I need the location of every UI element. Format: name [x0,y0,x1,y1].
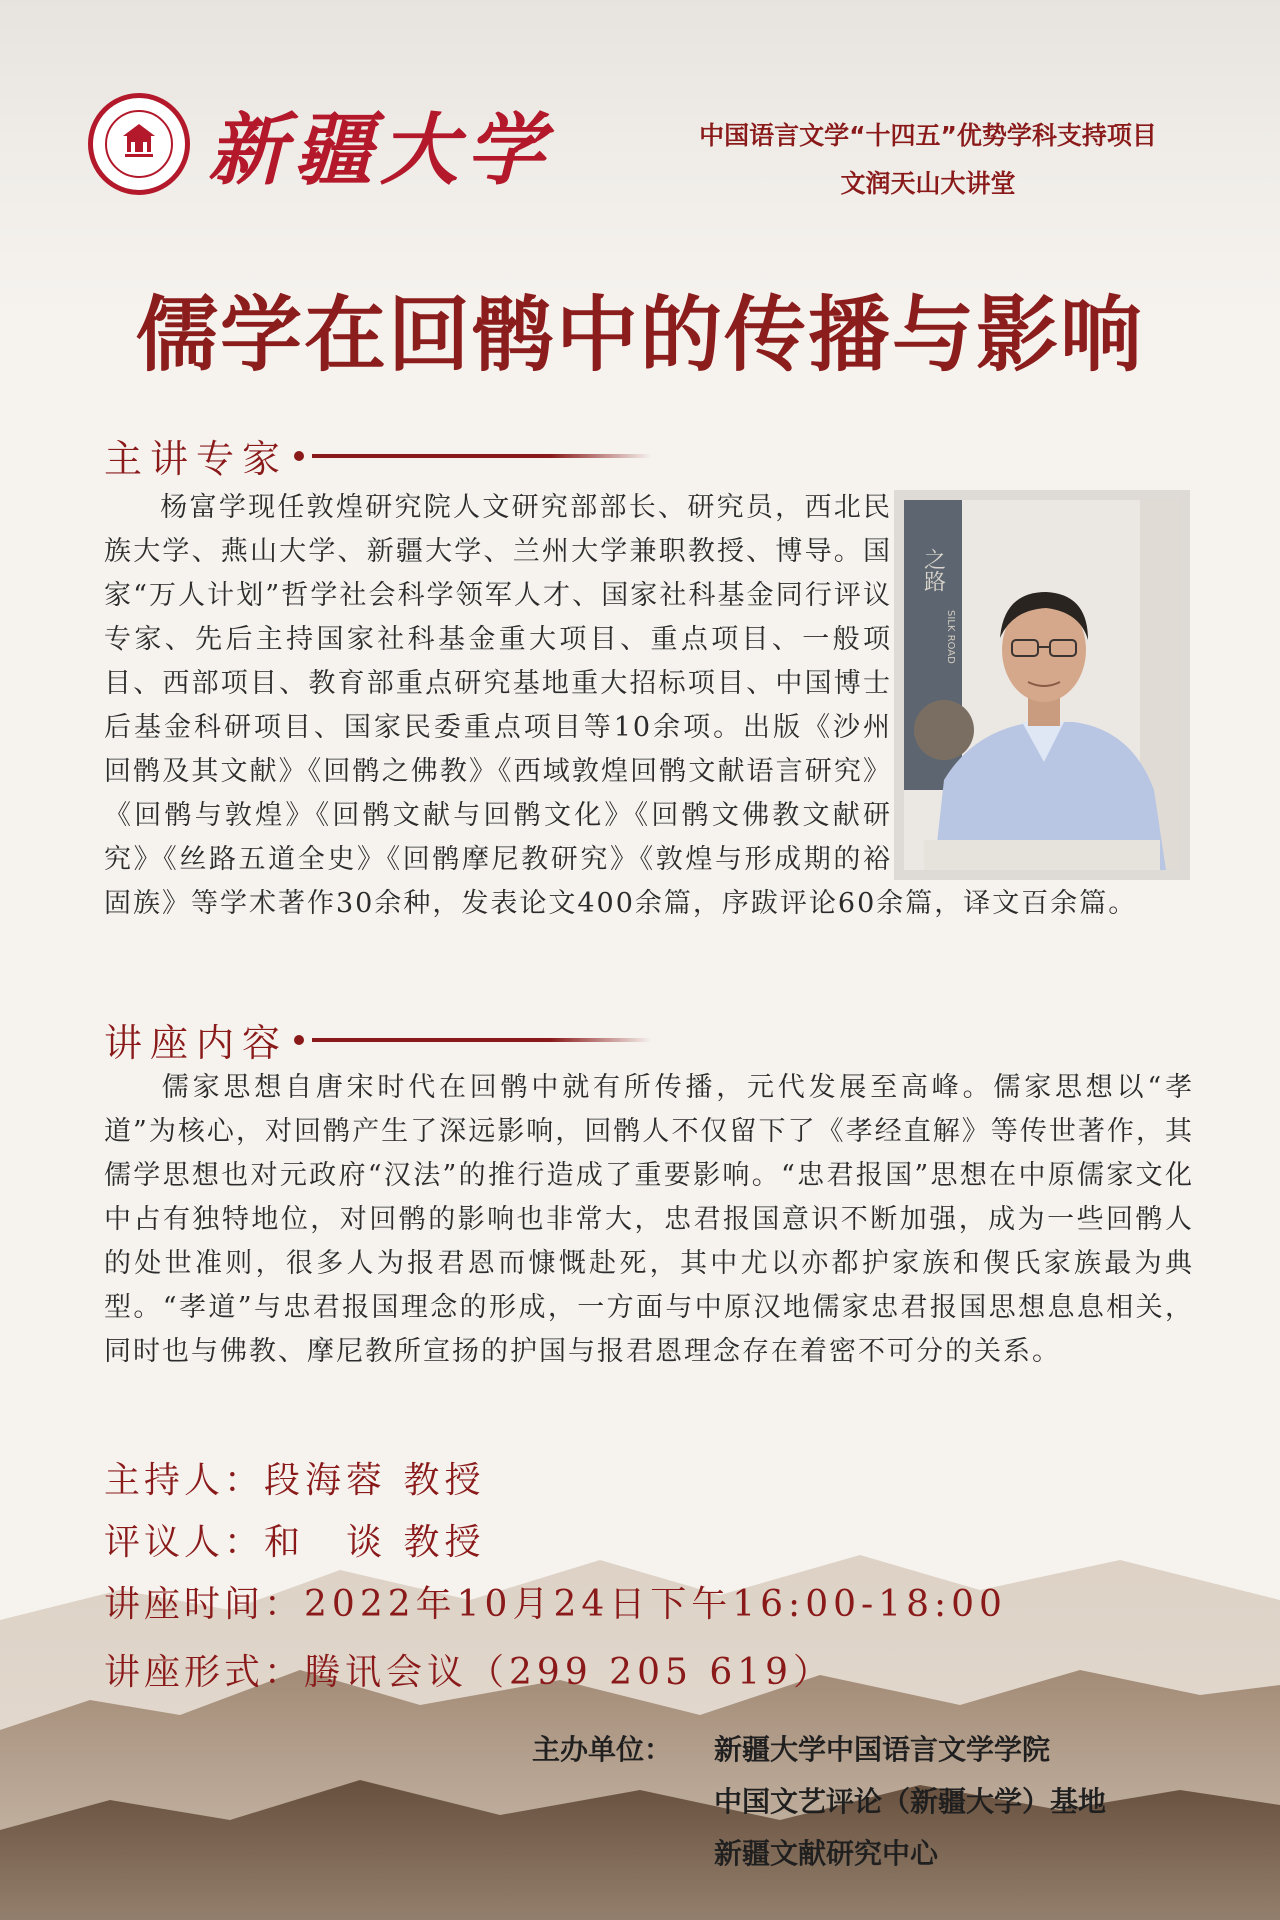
university-seal-icon [88,93,190,195]
speaker-photo [894,490,1190,880]
backdrop-en-text: SILK ROAD [945,610,956,664]
lecture-heading-label: 讲座内容 [104,1021,289,1065]
university-logo [88,88,552,200]
speaker-heading-label: 主讲专家 [104,437,289,481]
speaker-section-heading [104,428,652,483]
heading-rule [312,1038,652,1042]
heading-rule [312,454,652,458]
commentator-value: 和 谈 教授 [264,1522,486,1563]
lecture-title: 儒学在回鹘中的传播与影响 [135,288,1144,383]
speaker-bio: 杨富学现任敦煌研究院人文研究部部长、研究员，西北民族大学、燕山大学、新疆大学、兰州大学兼职教授、博导。国家“万人计划”哲学社会科学领军人才、国家社科基金同行评议专家、先后主持国家社科基金重大项目、重点项目、一般项目、西部项目、教育部重点研究基地重大招标项目、中国博士后基金科研项目、国家民委重点项目等10余项。出版《沙州回鹘及其文献》《回鹘之佛教》《西域敦煌回鹘文献语言研究》《回鹘与敦煌》《回鹘文献与回鹘文化》《回鹘文佛教文献研究》《丝路五道全史》《回鹘摩尼教研究》《敦煌与形成期的裕固族》等学术著作30余种，发表论文400余篇，序跋评论60余篇，译文百余篇。 [104,492,1138,919]
lecture-content: 儒家思想自唐宋时代在回鹘中就有所传播，元代发展至高峰。儒家思想以“孝道”为核心，对回鹘产生了深远影响，回鹘人不仅留下了《孝经直解》等传世著作，其儒学思想也对元政府“汉法”的推行造成了重要影响。“忠君报国”思想在中原儒家文化中占有独特地位，对回鹘的影响也非常大，忠君报国意识不断加强，成为一些回鹘人的处世准则，很多人为报君恩而慷慨赴死，其中尤以亦都护家族和偰氏家族最为典型。“孝道”与忠君报国理念的形成，一方面与中原汉地儒家忠君报国思想息息相关，同时也与佛教、摩尼教所宣扬的护国与报君恩理念存在着密不可分的关系。 [104,1072,1194,1367]
organizer-block [532,1724,1106,1880]
format-line [104,1644,834,1695]
format-value: 腾讯会议（299 205 619） [304,1652,835,1693]
heading-dot [294,451,304,461]
host-label: 主持人： [104,1460,265,1501]
organizer-item: 中国文艺评论（新疆大学）基地 [714,1785,1107,1818]
time-label: 讲座时间： [104,1584,305,1625]
commentator-line [104,1514,485,1565]
project-line-2: 文润天山大讲堂 [840,169,1016,198]
organizer-label: 主办单位： [532,1733,673,1766]
speaker-portrait-image [904,500,1180,870]
project-banner [648,112,1208,208]
lecture-content-block [104,1066,1194,1374]
host-value: 段海蓉 教授 [264,1460,486,1501]
host-line [104,1452,485,1503]
commentator-label: 评议人： [104,1522,265,1563]
project-line-1: 中国语言文学“十四五”优势学科支持项目 [699,121,1157,150]
organizer-item: 新疆文献研究中心 [714,1837,939,1870]
backdrop-text: 之路 [920,548,946,592]
heading-dot [294,1035,304,1045]
time-value: 2022年10月24日下午16:00-18:00 [304,1584,1007,1625]
organizer-item: 新疆大学中国语言文学学院 [714,1733,1051,1766]
lecture-section-heading [104,1012,652,1067]
university-wordmark: 新疆大学 [208,105,553,196]
format-label: 讲座形式： [104,1652,305,1693]
time-line [104,1576,1007,1627]
